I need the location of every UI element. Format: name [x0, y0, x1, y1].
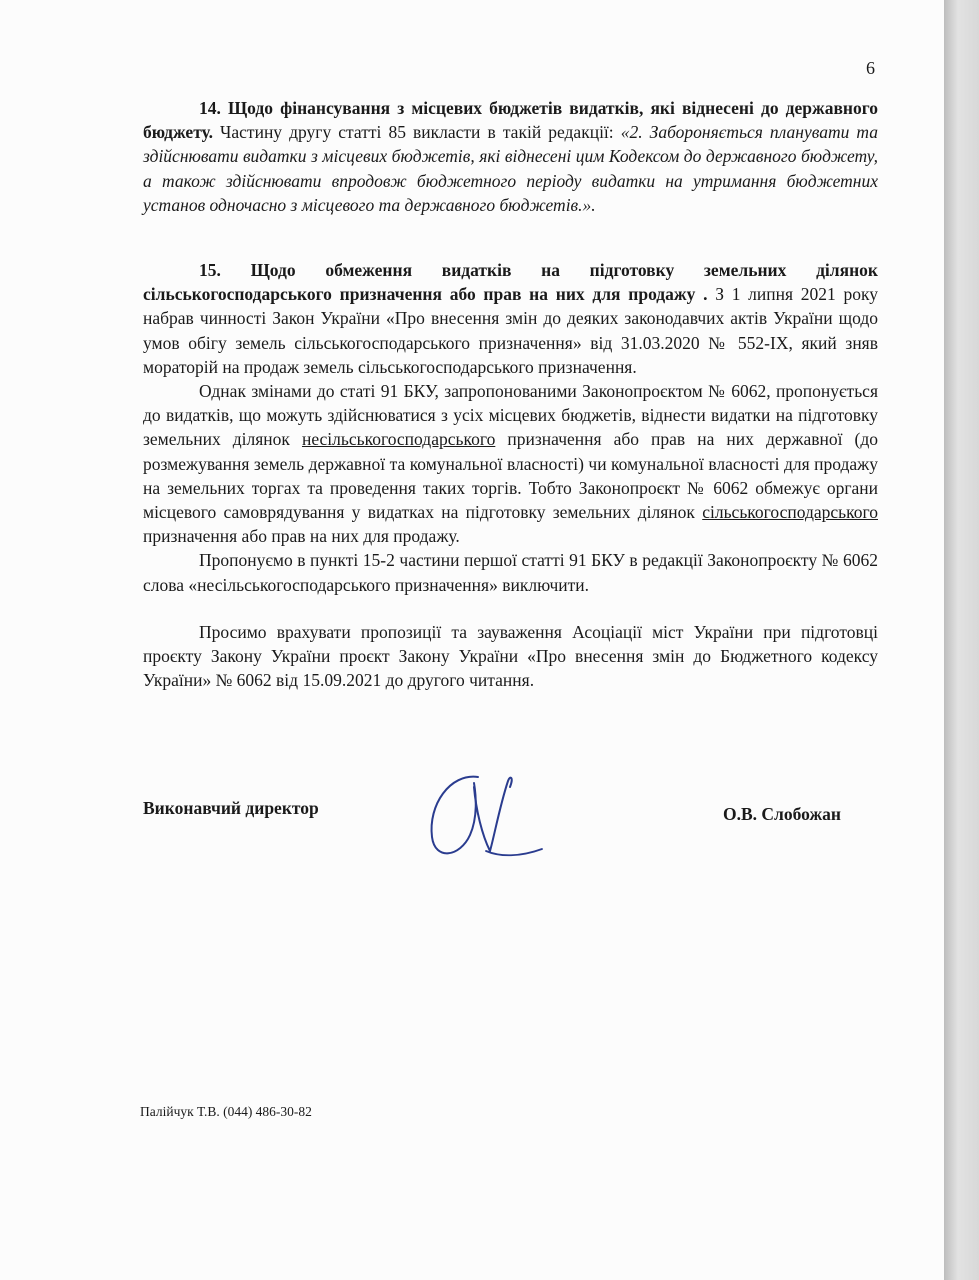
section-15-text-2c: призначення або прав на них для продажу. [143, 526, 460, 547]
section-15-text-2b: призначення або прав на них державної (до розмежування земель державної та комунальної власності) чи комунальної власності для продажу на земельних торгах та проведення таких торгів. Тобто Законопроєкт № 6062 обмежує органи місцевого самоврядування у видатках на підготовку земельних ділянок [143, 429, 878, 523]
section-14 [143, 96, 878, 217]
underlined-term-1: несільськогосподарського [301, 429, 496, 450]
section-14-intro: Частину другу статті 85 викласти в такій редакції: [212, 122, 621, 143]
section-14-paragraph [143, 96, 878, 217]
closing-paragraph: Просимо врахувати пропозиції та зауваження Асоціації міст України при підготовці проєкту Закону України проєкт Закону України «Про внесення змін до Бюджетного кодексу України» № 6062 від 15.09.2021 до другого читання. [143, 622, 878, 691]
section-15-text-1: З 1 липня 2021 року набрав чинності Закон України «Про внесення змін до деяких законодавчих актів України щодо умов обігу земель сільськогосподарського призначення» від 31.03.2020 № 552-IX, який зняв мораторій на продаж земель сільськогосподарського призначення. [143, 284, 879, 377]
section-15-paragraph-3: Пропонуємо в пункті 15-2 частини першої статті 91 БКУ в редакції Законопроєкту № 6062 слова «несільськогосподарського призначення» виключити. [143, 550, 878, 595]
section-15-text-2a: Однак змінами до статі 91 БКУ, запропонованими Законопроєктом № 6062, пропонується до видатків, що можуть здійснюватися з усіх місцевих бюджетів, віднести видатки на підготовку земельних ділянок [143, 381, 878, 450]
section-15 [143, 258, 878, 597]
section-15-paragraph-2 [143, 379, 878, 548]
signatory-title: Виконавчий директор [143, 798, 319, 818]
section-15-paragraph-1 [143, 258, 878, 379]
section-14-heading: 14. Щодо фінансування з місцевих бюджетів видатків, які віднесені до державного бюджету. [143, 98, 878, 143]
page-number: 6 [866, 58, 875, 78]
scan-edge [944, 0, 979, 1280]
contact-line: Палійчук Т.В. (044) 486-30-82 [140, 1104, 312, 1119]
underlined-term-2: сільськогосподарського [702, 502, 878, 523]
section-15-heading: 15. Щодо обмеження видатків на підготовку земельних ділянок сільськогосподарського призначення або прав на них для продажу . [143, 260, 878, 305]
closing-block [143, 620, 878, 693]
handwritten-signature [420, 765, 550, 880]
signatory-name: О.В. Слобожан [723, 804, 841, 824]
section-14-quote: «2. Забороняється планувати та здійснювати видатки з місцевих бюджетів, які віднесені цим Кодексом до державного бюджету, а також здійснювати впродовж бюджетного періоду видатки на утримання бюджетних установ одночасно з місцевого та державного бюджетів.». [143, 122, 879, 215]
